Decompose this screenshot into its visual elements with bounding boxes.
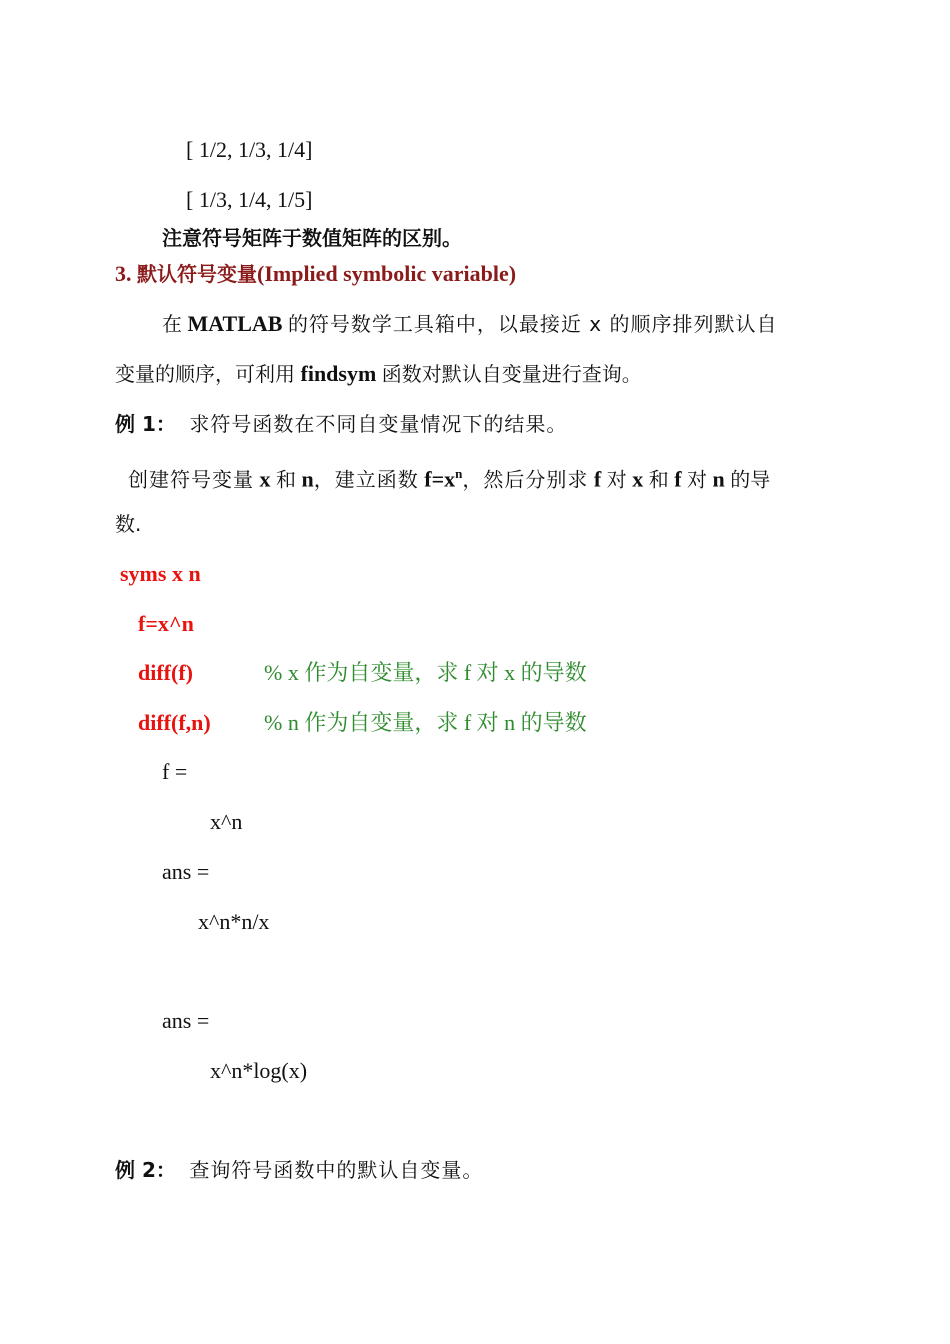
function-def: f=x	[424, 466, 456, 492]
var-x: x	[632, 466, 644, 492]
var-f: f	[593, 466, 602, 492]
code-line-3: diff(f)	[138, 660, 193, 685]
example-2-label: 例 2：	[115, 1158, 176, 1182]
desc-text: ，建立函数	[313, 467, 419, 492]
matrix-row-1: [ 1/2, 1/3, 1/4]	[186, 137, 313, 162]
desc-text: 和	[648, 467, 669, 492]
desc-text: 和	[276, 467, 296, 492]
findsym-term: findsym	[300, 361, 377, 386]
example-1-text: 求符号函数在不同自变量情况下的结果。	[189, 412, 568, 436]
intro-line-1	[162, 310, 778, 338]
output-f-label: f =	[162, 759, 188, 784]
intro-text: 的符号数学工具箱中，以最接近 x 的顺序排列默认自	[287, 312, 778, 336]
matrix-row-2: [ 1/3, 1/4, 1/5]	[186, 187, 313, 212]
var-f: f	[674, 466, 682, 492]
output-f-value: x^n	[210, 809, 243, 834]
exponent-n: n	[455, 466, 463, 481]
example-2-text: 查询符号函数中的默认自变量。	[189, 1158, 484, 1182]
intro-line-2	[115, 360, 642, 388]
output-ans-2-value: x^n*log(x)	[210, 1058, 308, 1083]
var-n: n	[301, 466, 314, 492]
code-line-2: f=x^n	[138, 611, 194, 636]
example-1-heading	[115, 410, 567, 438]
output-ans-1-label: ans =	[162, 859, 210, 884]
code-comment-4: % n 作为自变量，求 f 对 n 的导数	[264, 710, 587, 735]
desc-text: 的导	[730, 467, 771, 492]
desc-text: 对	[687, 467, 708, 492]
example-1-description-wrap: 数.	[115, 512, 142, 536]
example-1-label: 例 1：	[115, 412, 176, 436]
example-2-heading	[115, 1156, 483, 1184]
output-ans-1-value: x^n*n/x	[198, 909, 270, 934]
desc-text: 对	[606, 467, 627, 492]
section-title-cn: 默认符号变量	[137, 262, 257, 286]
var-x: x	[259, 466, 271, 492]
var-n: n	[712, 466, 725, 492]
intro-text: 变量的顺序，可利用	[115, 362, 295, 386]
example-1-description	[128, 460, 770, 493]
section-heading	[115, 260, 516, 288]
code-line-1: syms x n	[120, 561, 201, 586]
code-line-4: diff(f,n)	[138, 710, 211, 735]
output-ans-2-label: ans =	[162, 1008, 210, 1033]
section-title-en: (Implied symbolic variable)	[257, 261, 517, 286]
note-text: 注意符号矩阵于数值矩阵的区别。	[162, 226, 462, 250]
desc-text: ，然后分别求	[462, 467, 589, 492]
code-comment-3: % x 作为自变量，求 f 对 x 的导数	[264, 660, 587, 685]
section-number: 3.	[115, 261, 132, 286]
desc-text: 创建符号变量	[128, 467, 254, 492]
intro-text: 在	[162, 312, 182, 336]
matlab-term: MATLAB	[187, 311, 283, 336]
intro-text: 函数对默认自变量进行查询。	[381, 362, 642, 386]
